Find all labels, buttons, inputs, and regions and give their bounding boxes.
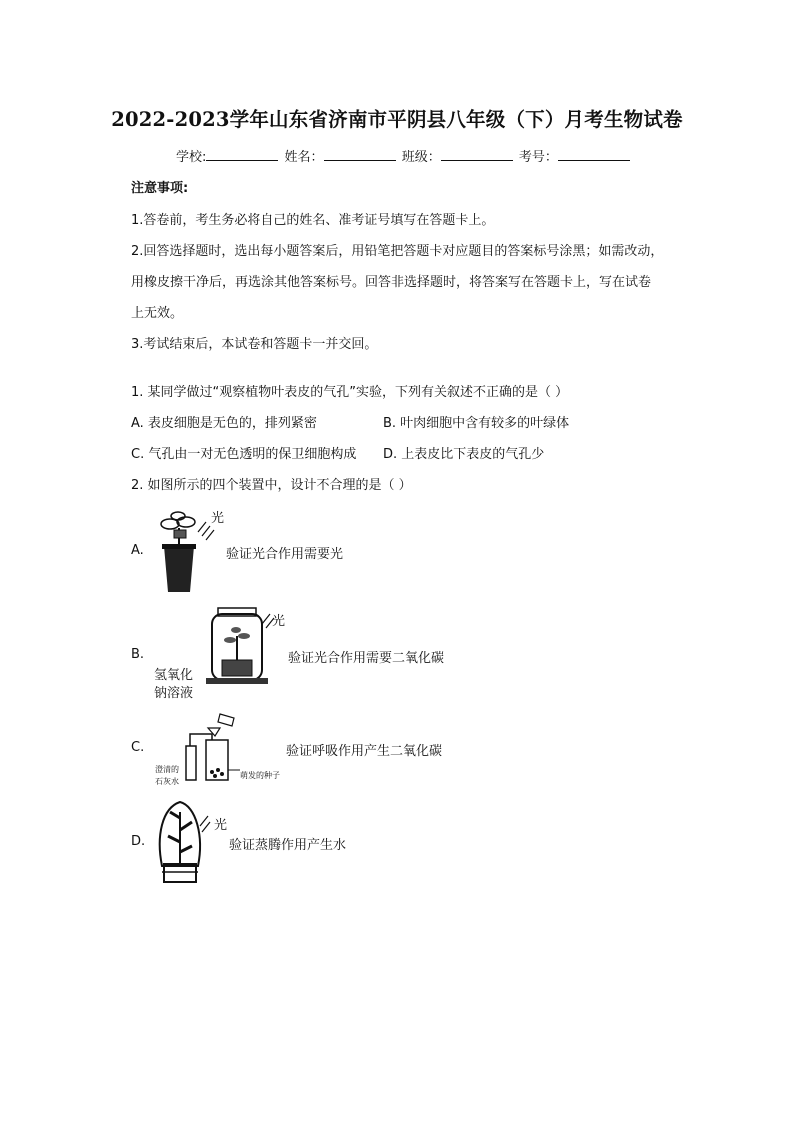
name-blank <box>324 148 396 161</box>
note-line-5: 3.考试结束后，本试卷和答题卡一并交回。 <box>131 337 378 352</box>
notes-heading: 注意事项: <box>131 181 189 196</box>
q2-option-c-letter: C. <box>131 740 145 755</box>
question-2-stem: 2. 如图所示的四个装置中，设计不合理的是（ ） <box>131 478 412 493</box>
note-line-3: 用橡皮擦干净后，再选涂其他答案标号。回答非选择题时，将答案写在答题卡上，写在试卷 <box>131 275 652 290</box>
q2-option-b-text: 验证光合作用需要二氧化碳 <box>288 651 445 666</box>
note-line-4: 上无效。 <box>131 306 184 321</box>
school-label: 学校: <box>176 150 207 165</box>
school-blank <box>206 148 278 161</box>
q2-option-a-light: 光 <box>211 511 225 526</box>
class-label: 班级： <box>401 150 441 165</box>
question-1-option-b: B. 叶肉细胞中含有较多的叶绿体 <box>383 416 570 431</box>
flask-apparatus-icon <box>182 712 248 784</box>
q2-option-b-letter: B. <box>131 647 145 662</box>
q2-option-c-label-3: 萌发的种子 <box>240 771 280 780</box>
question-1-option-a: A. 表皮细胞是无色的，排列紧密 <box>131 416 317 431</box>
question-1-option-c: C. 气孔由一对无色透明的保卫细胞构成 <box>131 447 357 462</box>
q2-option-b-label-2: 钠溶液 <box>154 686 194 701</box>
question-1-stem: 1. 某同学做过“观察植物叶表皮的气孔”实验，下列有关叙述不正确的是（ ） <box>131 385 569 400</box>
note-line-2: 2.回答选择题时，选出每小题答案后，用铅笔把答题卡对应题目的答案标号涂黑；如需改动， <box>131 244 664 259</box>
bell-jar-plant-icon <box>198 606 282 696</box>
bagged-plant-icon <box>152 796 214 890</box>
q2-option-c-text: 验证呼吸作用产生二氧化碳 <box>286 744 443 759</box>
q2-option-d-text: 验证蒸腾作用产生水 <box>229 838 347 853</box>
potted-plant-icon <box>150 508 220 596</box>
q2-option-b-label-1: 氢氧化 <box>154 668 194 683</box>
q2-option-c-label-1: 澄清的 <box>155 765 179 774</box>
q2-option-c-label-2: 石灰水 <box>155 777 179 786</box>
question-1-option-d: D. 上表皮比下表皮的气孔少 <box>383 447 545 462</box>
q2-option-a-letter: A. <box>131 543 144 558</box>
name-label: 姓名： <box>284 150 324 165</box>
q2-option-b-light: 光 <box>272 614 286 629</box>
q2-option-d-light: 光 <box>214 818 228 833</box>
page-title: 2022-2023学年山东省济南市平阴县八年级（下）月考生物试卷 <box>111 108 683 131</box>
class-blank <box>441 148 513 161</box>
exam-no-blank <box>558 148 630 161</box>
q2-option-a-text: 验证光合作用需要光 <box>226 547 344 562</box>
q2-option-d-letter: D. <box>131 834 146 849</box>
exam-no-label: 考号： <box>518 150 558 165</box>
note-line-1: 1.答卷前，考生务必将自己的姓名、准考证号填写在答题卡上。 <box>131 213 495 228</box>
student-info-line <box>176 146 632 165</box>
